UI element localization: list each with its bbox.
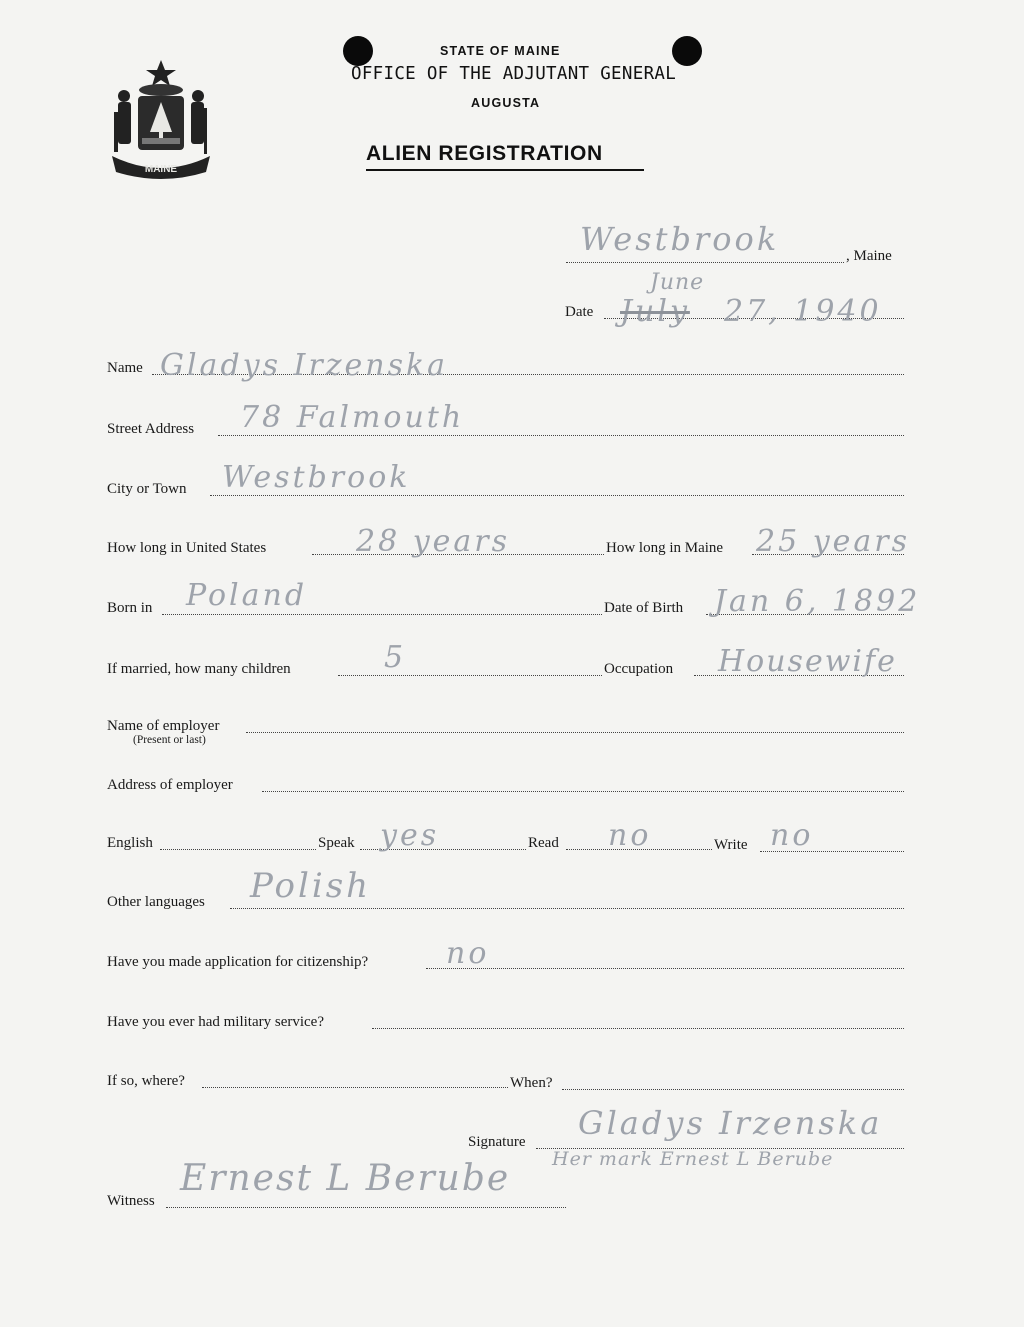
- state-heading: STATE OF MAINE: [440, 44, 561, 58]
- state-seal-icon: [108, 56, 214, 180]
- employer-address-line: [262, 791, 904, 792]
- name-label: Name: [107, 360, 143, 376]
- street-value: 78 Falmouth: [240, 400, 465, 435]
- citizenship-label: Have you made application for citizenship?: [107, 954, 369, 970]
- city-heading: AUGUSTA: [471, 96, 541, 110]
- name-value: Gladys Irzenska: [160, 348, 449, 383]
- born-value: Poland: [186, 578, 308, 613]
- employer-line: [246, 732, 904, 733]
- office-heading: OFFICE OF THE ADJUTANT GENERAL: [351, 64, 677, 84]
- military-line: [372, 1028, 904, 1029]
- svg-text:MAINE: MAINE: [144, 164, 178, 175]
- date-struck-month: July: [620, 294, 690, 329]
- children-label: If married, how many children: [107, 661, 291, 677]
- born-line: [162, 614, 602, 615]
- maine-label: , Maine: [846, 248, 892, 264]
- witness-value: Ernest L Berube: [180, 1158, 511, 1199]
- place-value: Westbrook: [580, 220, 780, 258]
- when-label: When?: [510, 1075, 553, 1091]
- title-underline: [366, 169, 644, 171]
- witness-line: [166, 1207, 566, 1208]
- speak-label: Speak: [318, 835, 355, 851]
- signature-mark: Her mark Ernest L Berube: [552, 1148, 834, 1170]
- signature-value: Gladys Irzenska: [578, 1104, 883, 1142]
- military-label: Have you ever had military service?: [107, 1014, 324, 1030]
- children-value: 5: [384, 640, 407, 675]
- punch-hole-left: [343, 36, 373, 66]
- citizenship-value: no: [446, 936, 490, 971]
- where-line: [202, 1087, 508, 1088]
- born-label: Born in: [107, 600, 153, 616]
- where-label: If so, where?: [107, 1073, 185, 1089]
- date-correction: June: [650, 270, 705, 295]
- children-line: [338, 675, 602, 676]
- write-label: Write: [714, 837, 748, 853]
- date-label: Date: [565, 304, 594, 320]
- years-us-label: How long in United States: [107, 540, 267, 556]
- when-line: [562, 1089, 904, 1090]
- city-value: Westbrook: [222, 460, 411, 495]
- dob-value: Jan 6, 1892: [714, 584, 921, 619]
- other-languages-label: Other languages: [107, 894, 205, 910]
- years-us-value: 28 years: [356, 524, 511, 559]
- other-languages-value: Polish: [250, 866, 372, 906]
- citizenship-line: [426, 968, 904, 969]
- write-value: no: [770, 818, 814, 853]
- english-line: [160, 849, 316, 850]
- english-label: English: [107, 835, 153, 851]
- form-title: ALIEN REGISTRATION: [366, 142, 603, 165]
- read-value: no: [608, 818, 652, 853]
- occupation-label: Occupation: [604, 661, 674, 677]
- date-value: 27, 1940: [724, 294, 882, 329]
- punch-hole-right: [672, 36, 702, 66]
- years-maine-label: How long in Maine: [606, 540, 724, 556]
- street-label: Street Address: [107, 421, 195, 437]
- place-line: [566, 262, 844, 263]
- other-languages-line: [230, 908, 904, 909]
- read-label: Read: [528, 835, 559, 851]
- dob-label: Date of Birth: [604, 600, 684, 616]
- speak-value: yes: [380, 818, 440, 853]
- employer-address-label: Address of employer: [107, 777, 233, 793]
- witness-label: Witness: [107, 1193, 155, 1209]
- employer-label: Name of employer: [107, 718, 220, 734]
- city-label: City or Town: [107, 481, 187, 497]
- years-maine-value: 25 years: [756, 524, 911, 559]
- signature-label: Signature: [468, 1134, 526, 1150]
- city-line: [210, 495, 904, 496]
- employer-sublabel: (Present or last): [133, 734, 206, 746]
- street-line: [218, 435, 904, 436]
- occupation-value: Housewife: [718, 644, 897, 679]
